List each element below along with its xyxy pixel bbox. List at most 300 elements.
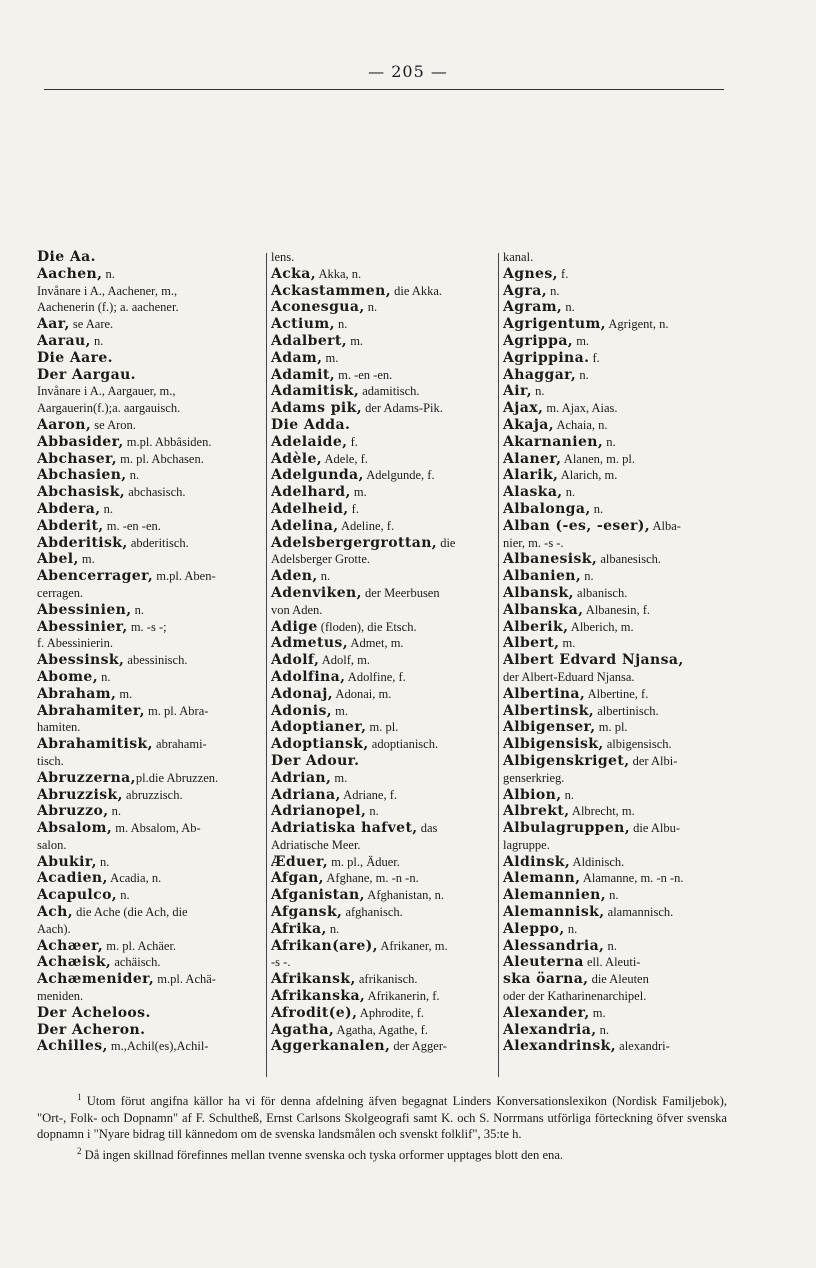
entry-definition: kanal. [503,250,534,264]
entry-headword: Abrahamiter, [37,702,145,719]
entry-headword: Adelaide, [271,433,348,450]
column-1 [37,249,265,1085]
entry-definition: Aargauerin(f.);a. aargauisch. [37,401,181,416]
dictionary-entry [37,518,265,535]
entry-headword: Actium, [271,316,335,333]
dictionary-entry [503,904,745,921]
entry-definition: m. -en -en. [335,367,393,382]
entry-definition: n. [117,888,130,903]
entry-headword: Adrianopel, [271,803,367,820]
entry-headword: Aaron, [37,416,92,433]
entry-definition: der Agger- [390,1039,447,1054]
column-3 [503,249,745,1085]
entry-headword: Abencerrager, [37,568,154,585]
entry-headword: Alexandria, [503,1021,597,1038]
entry-definition: meniden. [37,989,84,1004]
dictionary-entry [37,887,265,904]
entry-definition: die [437,535,456,550]
dictionary-entry [271,753,497,770]
dictionary-entry [271,635,497,652]
entry-headword: Adelhard, [271,484,351,501]
entry-definition: m. Ajax, Aias. [543,401,618,416]
entry-definition: m. [350,485,367,500]
entry-definition: die Ache (die Ach, die [73,905,188,920]
entry-definition: n. [334,317,348,332]
entry-headword: Abrahamitisk, [37,736,153,753]
entry-headword: Abruzzisk, [37,786,123,803]
entry-definition: m. -en -en. [103,518,161,533]
entry-definition: Afrikanerin, f. [365,989,440,1004]
entry-headword: Albert, [503,635,560,652]
entry-headword: Akarnanien, [503,433,604,450]
header-rule [44,89,724,90]
entry-definition: genserkrieg. [503,770,565,785]
dictionary-entry [503,434,745,451]
dictionary-entry [37,299,265,316]
entry-headword: Adamitisk, [271,383,360,400]
dictionary-entry [503,400,745,417]
entry-headword: Der Adour. [271,752,360,769]
entry-headword: Agrigentum, [503,316,606,333]
entry-definition: pl.die Abruzzen. [135,770,219,785]
dictionary-entry [271,1005,497,1022]
entry-headword: Achilles, [37,1038,108,1055]
entry-definition: f. [348,501,359,516]
dictionary-entry [37,787,265,804]
dictionary-entry [271,535,497,552]
dictionary-entry [271,283,497,300]
entry-definition: Adriane, f. [340,787,397,802]
entry-headword: Achæmenider, [37,971,155,988]
entry-headword: Der Acheloos. [37,1004,151,1021]
dictionary-entry [271,921,497,938]
dictionary-entry [503,870,745,887]
dictionary-entry [503,753,745,770]
dictionary-entry [503,1005,745,1022]
dictionary-entry [503,585,745,602]
dictionary-entry [503,686,745,703]
entry-headword: Adriana, [271,786,341,803]
entry-definition: Aach). [37,921,71,936]
entry-definition: m. pl. [366,720,399,735]
dictionary-columns [37,249,745,1085]
entry-definition: m. [78,552,95,567]
entry-definition: Agrigent, n. [605,317,669,332]
entry-headword: Alaner, [503,450,562,467]
entry-headword: Adalbert, [271,332,348,349]
entry-headword: Abchaser, [37,450,118,467]
dictionary-entry [37,686,265,703]
dictionary-entry [503,669,745,686]
entry-headword: Die Adda. [271,416,351,433]
entry-definition: albanisch. [573,585,628,600]
footnote-mark: 2 [77,1145,82,1156]
entry-definition: n. [126,468,140,483]
dictionary-entry [503,535,745,552]
entry-headword: Absalom, [37,820,113,837]
dictionary-entry [503,602,745,619]
dictionary-entry [503,249,745,266]
entry-headword: Abruzzo, [37,803,109,820]
footnote-text: Då ingen skillnad förefinnes mellan tvenne svenska och tyska orformer upptages blott den ena. [81,1147,564,1162]
entry-definition: n. [590,501,604,516]
entry-headword: Abukir, [37,853,97,870]
entry-definition: albigensisch. [603,737,672,752]
dictionary-entry [503,971,745,988]
dictionary-entry [503,316,745,333]
entry-definition: Agatha, Agathe, f. [334,1022,428,1037]
entry-headword: Agrippa, [503,332,574,349]
dictionary-entry [37,719,265,736]
dictionary-entry [503,938,745,955]
entry-headword: Alaska, [503,484,563,501]
dictionary-entry [37,1038,265,1055]
entry-headword: Albion, [503,786,562,803]
footnote-mark: 1 [77,1092,82,1102]
entry-definition: n. [131,602,144,617]
entry-headword: Acapulco, [37,887,118,904]
entry-definition: Adriatische Meer. [271,837,361,852]
entry-definition: n. [562,485,576,500]
entry-headword: Alberik, [503,618,569,635]
dictionary-entry [271,803,497,820]
entry-headword: Albigenskriget, [503,752,630,769]
dictionary-entry [271,938,497,955]
entry-definition: n. [603,434,616,449]
entry-definition: m. pl., Äduer. [328,854,400,869]
dictionary-entry [271,551,497,568]
dictionary-entry [503,703,745,720]
dictionary-entry [37,854,265,871]
dictionary-entry [271,870,497,887]
dictionary-entry [503,887,745,904]
entry-definition: Alamanne, m. -n -n. [580,871,684,886]
dictionary-entry [271,854,497,871]
entry-definition: afrikanisch. [355,972,418,987]
entry-headword: Afrikansk, [271,971,356,988]
dictionary-entry [271,719,497,736]
entry-headword: Albrekt, [503,803,570,820]
dictionary-entry [37,400,265,417]
dictionary-entry [271,501,497,518]
dictionary-entry [37,736,265,753]
dictionary-entry [37,266,265,283]
dictionary-entry [37,451,265,468]
entry-headword: Ahaggar, [503,366,577,383]
dictionary-entry [271,568,497,585]
dictionary-entry [503,803,745,820]
dictionary-entry [37,417,265,434]
entry-headword: Ach, [37,904,74,921]
entry-headword: Acka, [271,265,317,282]
dictionary-entry [37,870,265,887]
entry-definition: Afrikaner, m. [377,938,448,953]
entry-definition: Admet, m. [347,636,404,651]
entry-headword: Achæisk, [37,954,112,971]
entry-headword: Abchasisk, [37,484,126,501]
dictionary-entry [271,770,497,787]
dictionary-entry [503,333,745,350]
entry-definition: m. [573,333,590,348]
entry-definition: n. [562,300,575,315]
dictionary-entry [37,467,265,484]
entry-headword: Abessinier, [37,618,128,635]
entry-headword: Der Acheron. [37,1021,146,1038]
entry-definition: Aldinisch. [570,854,625,869]
dictionary-entry [271,1038,497,1055]
entry-definition: abchasisch. [125,485,186,500]
entry-definition: Invånare i A., Aargauer, m., [37,384,176,399]
entry-definition: m. [322,350,339,365]
dictionary-entry [37,434,265,451]
entry-headword: Adige [271,618,318,635]
dictionary-entry [503,568,745,585]
entry-headword: Ackastammen, [271,282,391,299]
entry-headword: Acadien, [37,870,108,887]
entry-headword: Ajax, [503,400,544,417]
entry-headword: Afrikanska, [271,988,366,1005]
entry-definition: Alberich, m. [568,619,634,634]
entry-headword: Afgansk, [271,904,343,921]
entry-definition: salon. [37,837,67,852]
dictionary-entry [271,652,497,669]
entry-definition: n. [108,804,122,819]
entry-headword: Albanien, [503,568,582,585]
entry-headword: Adamit, [271,366,335,383]
entry-headword: Adriatiska hafvet, [271,820,418,837]
entry-definition: die Albu- [630,821,681,836]
entry-headword: Abdera, [37,500,101,517]
entry-headword: Albanska, [503,601,584,618]
entry-headword: Adams pik, [271,400,362,417]
entry-definition: m. [331,770,348,785]
entry-headword: Aden, [271,568,318,585]
entry-definition: die Akka. [390,283,443,298]
entry-definition: Afghanistan, n. [364,888,445,903]
dictionary-entry [37,635,265,652]
entry-headword: Abbasider, [37,433,124,450]
entry-definition: adoptianisch. [368,737,439,752]
entry-headword: Aggerkanalen, [271,1038,391,1055]
entry-definition: m. [116,686,133,701]
entry-definition: Aachenerin (f.); a. aachener. [37,300,179,315]
dictionary-entry [503,854,745,871]
column-2 [271,249,497,1085]
entry-definition: Albanesin, f. [583,602,651,617]
entry-definition: Afghane, m. -n -n. [323,871,419,886]
dictionary-entry [37,753,265,770]
entry-headword: Afrikan(are), [271,937,378,954]
entry-definition: die Aleuten [588,972,649,987]
entry-headword: Adam, [271,349,323,366]
entry-headword: Alessandria, [503,937,605,954]
dictionary-entry [37,1005,265,1022]
entry-headword: Agnes, [503,265,558,282]
page-number: — 205 — [368,62,448,81]
entry-definition: m. -s -; [127,619,167,634]
entry-headword: Abessinien, [37,601,132,618]
entry-headword: Alexandrinsk, [503,1038,617,1055]
entry-definition: Aphrodite, f. [357,1005,425,1020]
entry-definition: Adolfine, f. [345,669,406,684]
dictionary-entry [37,501,265,518]
dictionary-entry [503,635,745,652]
entry-definition: abderitisch. [127,535,189,550]
entry-definition: -s -. [271,955,291,970]
dictionary-entry [271,316,497,333]
dictionary-entry [37,904,265,921]
entry-headword: Alexander, [503,1004,590,1021]
dictionary-entry [37,1022,265,1039]
entry-definition: f. Abessinierin. [37,636,114,651]
dictionary-entry [271,971,497,988]
entry-headword: Albigenser, [503,719,596,736]
entry-headword: Adelsbergergrottan, [271,534,438,551]
dictionary-entry [37,484,265,501]
dictionary-entry [503,787,745,804]
entry-definition: n. [90,333,104,348]
dictionary-entry [37,619,265,636]
dictionary-entry [37,954,265,971]
dictionary-entry [503,736,745,753]
entry-definition: n. [97,669,111,684]
entry-definition: n. [581,569,594,584]
entry-headword: Agra, [503,282,547,299]
dictionary-entry [271,904,497,921]
entry-definition: n. [96,854,110,869]
entry-headword: Albigensisk, [503,736,604,753]
entry-definition: m. [332,703,349,718]
entry-definition: n. [366,804,379,819]
entry-headword: Abchasien, [37,467,127,484]
entry-headword: Agram, [503,299,563,316]
entry-headword: Aldinsk, [503,853,571,870]
entry-headword: Aconesgua, [271,299,365,316]
entry-headword: Alarik, [503,467,559,484]
dictionary-entry [503,954,745,971]
dictionary-entry [271,451,497,468]
dictionary-entry [271,954,497,971]
entry-definition: alamannisch. [604,905,674,920]
column-divider-2 [498,253,499,1077]
entry-definition: der Meerbusen [361,585,440,600]
entry-headword: Adelina, [271,517,339,534]
entry-definition: cerragen. [37,585,84,600]
entry-definition: n. [576,367,589,382]
entry-definition: der Albi- [629,753,678,768]
dictionary-entry [503,451,745,468]
entry-definition: lens. [271,250,295,264]
entry-headword: Alemann, [503,870,581,887]
dictionary-entry [503,518,745,535]
entry-definition: Adele, f. [322,451,368,466]
dictionary-entry [503,652,745,669]
dictionary-entry [37,669,265,686]
dictionary-entry [271,988,497,1005]
dictionary-entry [37,652,265,669]
entry-headword: Aar, [37,316,70,333]
entry-definition: n. [546,283,560,298]
dictionary-entry [503,820,745,837]
entry-headword: Agatha, [271,1021,335,1038]
dictionary-entry [37,770,265,787]
dictionary-entry [503,383,745,400]
dictionary-entry [271,736,497,753]
entry-headword: Albansk, [503,584,574,601]
dictionary-entry [271,400,497,417]
entry-definition: m. pl. Achäer. [103,938,177,953]
dictionary-entry [37,249,265,266]
entry-definition: abruzzisch. [122,787,183,802]
dictionary-entry [271,367,497,384]
entry-definition: m. Absalom, Ab- [112,821,201,836]
entry-definition: m.,Achil(es),Achil- [107,1039,209,1054]
entry-definition: Adeline, f. [338,518,395,533]
entry-definition: von Aden. [271,602,323,617]
column-divider-1 [266,253,267,1077]
entry-definition: Adolf, m. [319,653,370,668]
footnote-text: Utom förut angifna källor ha vi för denna afdelning äfven begagnat Linders Konversationslexikon (Nordisk Familjebok), "Ort-, Folk- och Dopnamn" af F. Schultheß, Ernst Carlsons Skolgeografi samt K. och S. Norrmans utförliga förteckning öfver svenska dopnamn i "Nyare bidrag till kännedom om de svenska landsmålen och svenskt folklif", 35:te h. [37,1094,727,1142]
entry-headword: Abderit, [37,517,104,534]
dictionary-entry [37,551,265,568]
dictionary-entry [503,501,745,518]
entry-headword: Albertinsk, [503,702,595,719]
entry-definition: (floden), die Etsch. [317,619,417,634]
entry-headword: Abraham, [37,685,117,702]
entry-headword: Adoptianer, [271,719,367,736]
entry-headword: Adèle, [271,450,323,467]
entry-headword: Albert Edvard Njansa, [503,652,684,669]
entry-headword: Die Aare. [37,349,113,366]
dictionary-entry [37,602,265,619]
entry-headword: Afrika, [271,920,327,937]
entry-headword: Achæer, [37,937,104,954]
dictionary-entry [37,921,265,938]
entry-definition: Albrecht, m. [569,804,635,819]
entry-headword: Air, [503,383,533,400]
dictionary-entry [503,837,745,854]
entry-definition: Alanen, m. pl. [561,451,635,466]
entry-headword: Adonaj, [271,685,333,702]
entry-definition: n. [596,1022,610,1037]
dictionary-entry [503,988,745,1005]
dictionary-entry [271,417,497,434]
entry-headword: Admetus, [271,635,348,652]
dictionary-entry [271,1022,497,1039]
entry-headword: Albanesisk, [503,551,598,568]
entry-definition: Achaia, n. [554,417,608,432]
entry-headword: Aachen, [37,265,103,282]
entry-definition: abrahami- [152,737,207,752]
dictionary-entry [503,1022,745,1039]
dictionary-entry [503,417,745,434]
footnotes [37,1089,727,1163]
dictionary-entry [271,333,497,350]
entry-definition: n. [326,921,340,936]
entry-headword: Akaja, [503,416,555,433]
entry-headword: Albulagruppen, [503,820,631,837]
entry-definition: f. [589,350,600,365]
dictionary-entry [503,367,745,384]
dictionary-entry [37,383,265,400]
entry-headword: Afrodit(e), [271,1004,358,1021]
entry-definition: das [417,821,438,836]
entry-headword: Der Aargau. [37,366,136,383]
entry-headword: Abel, [37,551,79,568]
entry-headword: Aleppo, [503,920,565,937]
dictionary-entry [37,367,265,384]
dictionary-entry [37,703,265,720]
